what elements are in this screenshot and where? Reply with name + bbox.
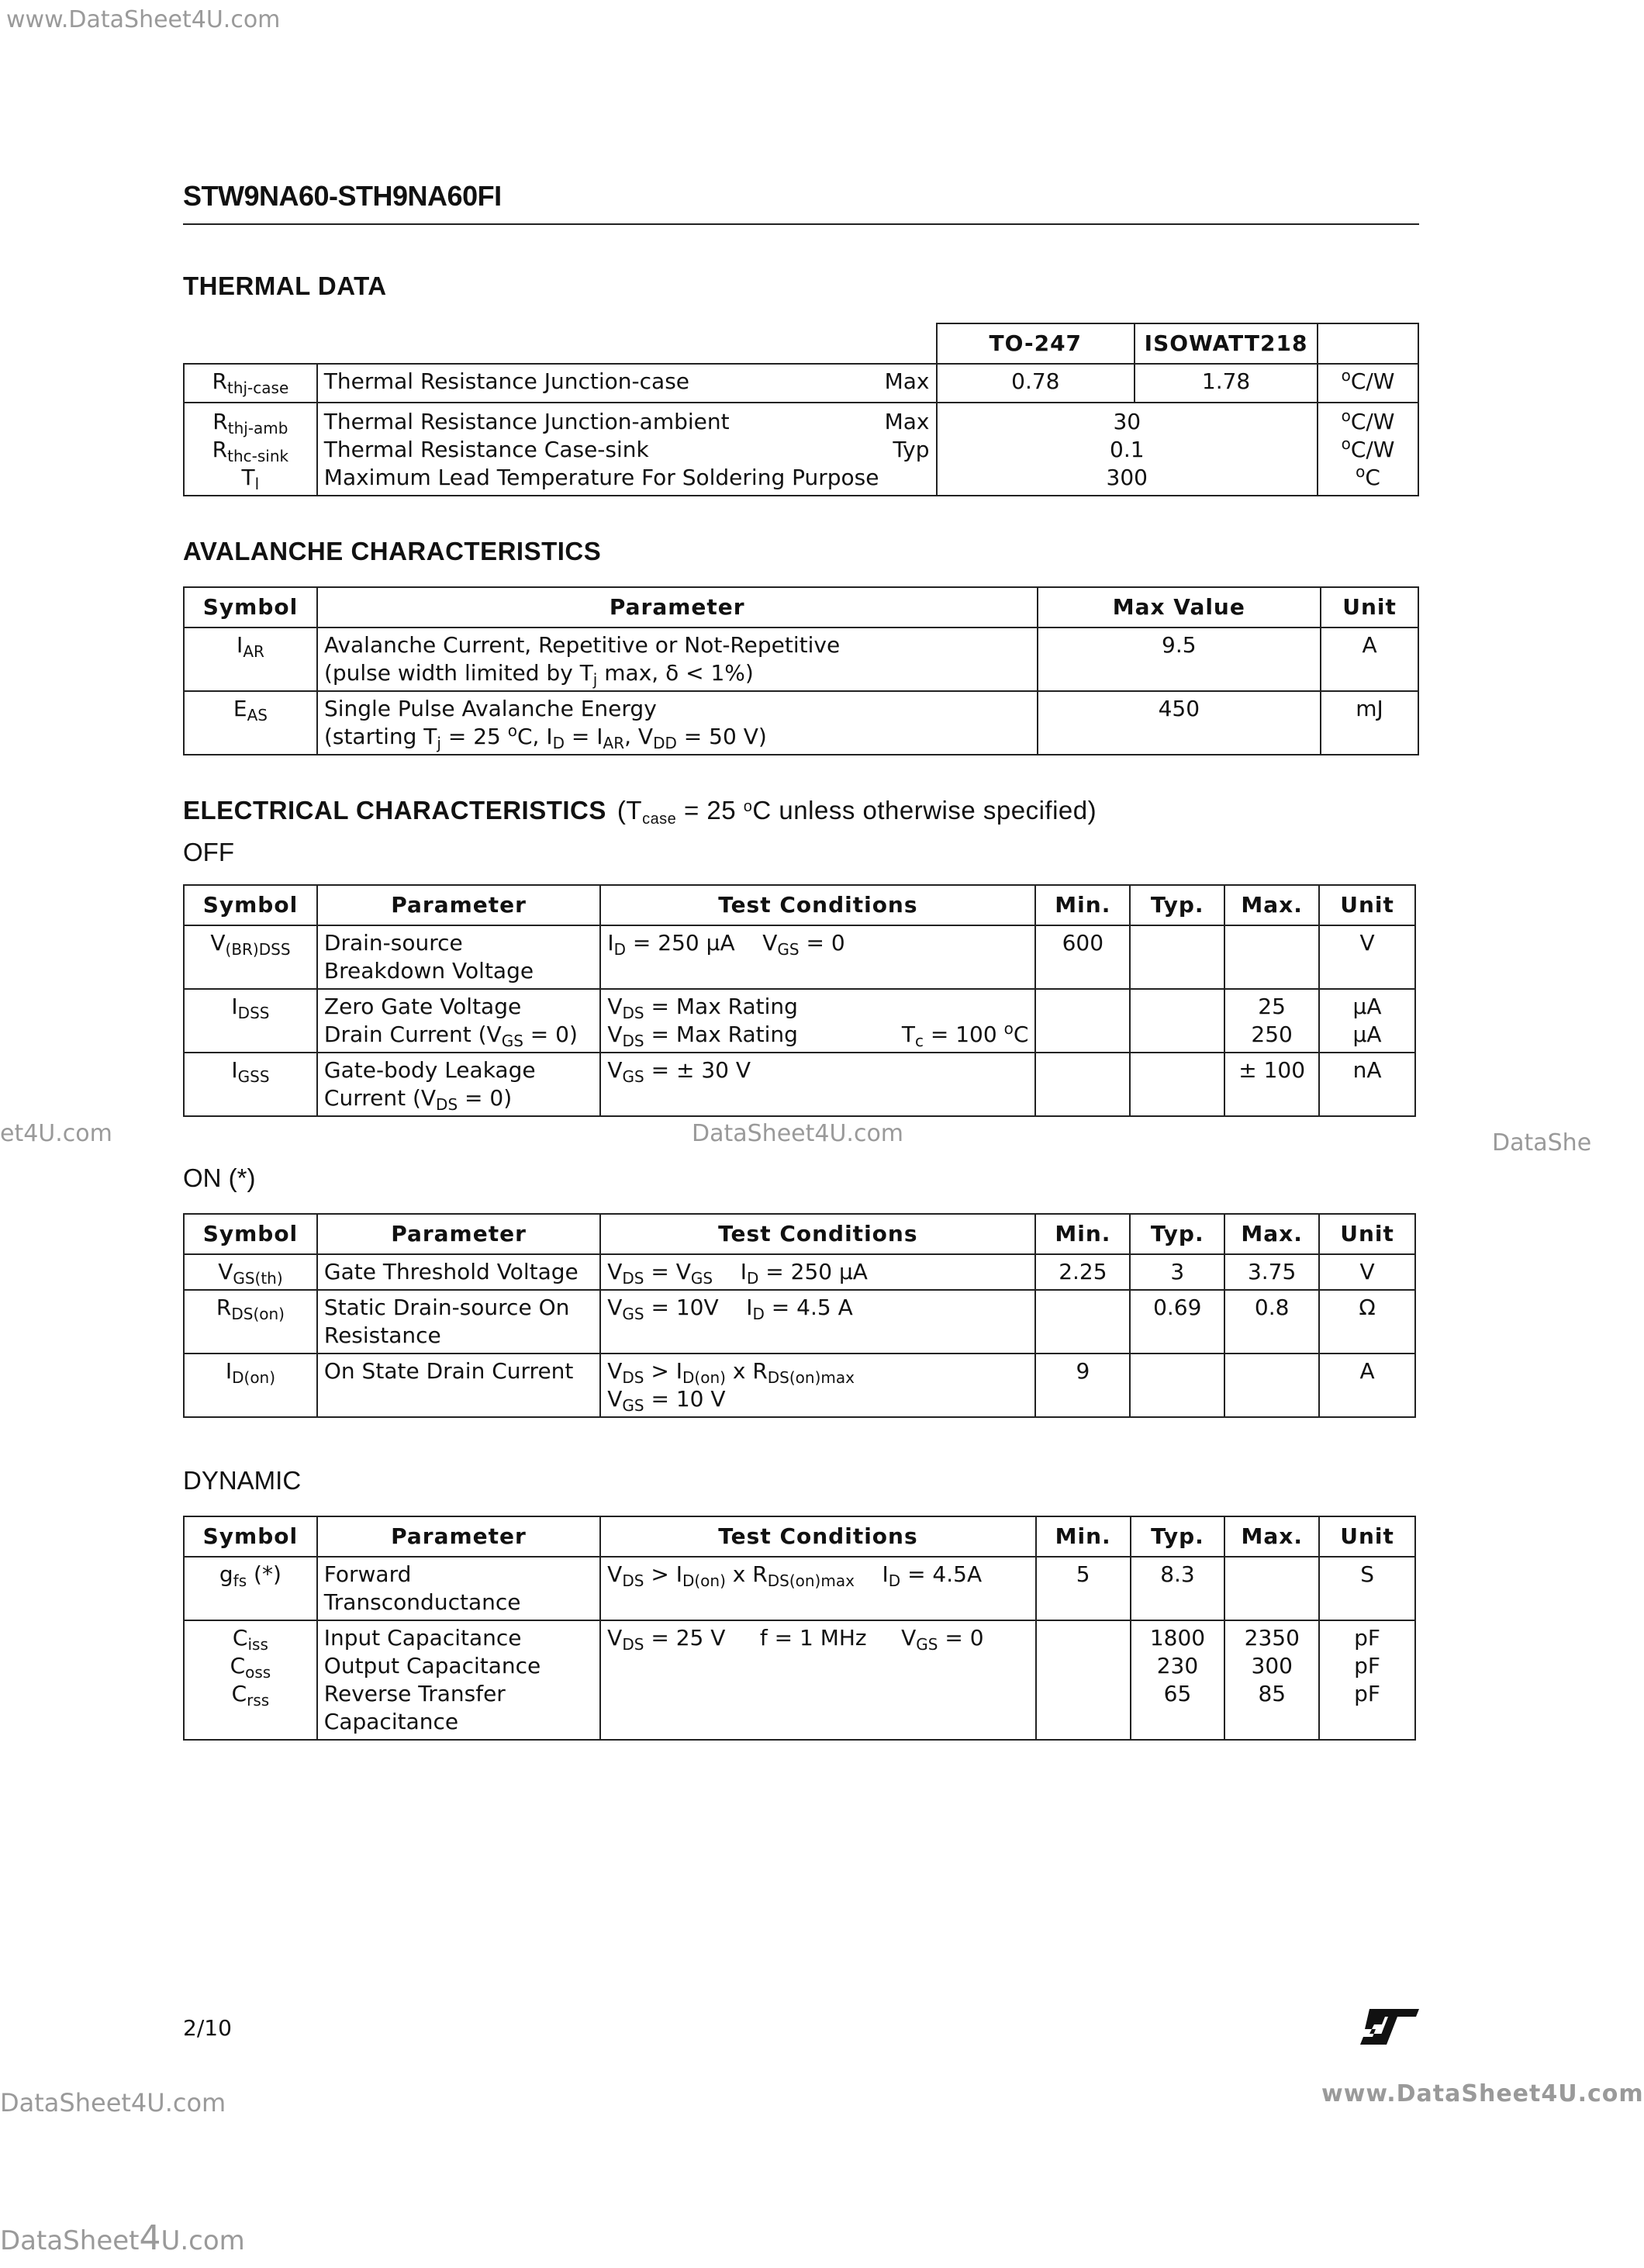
thermal-col-to247: TO-247 [937,323,1135,364]
max-cell [1224,1354,1319,1417]
electrical-condition: ($T_{case} = 25$ $^o$C unless otherwise specified) [616,796,1097,828]
unit-cell: V [1319,925,1415,989]
value-cell: 9.5 [1038,628,1321,691]
min-cell: 9 [1035,1354,1130,1417]
col-symbol: Symbol [184,1516,317,1557]
parameter-cell: On State Drain Current [317,1354,600,1417]
to247-value: 0.78 [937,364,1135,403]
dynamic-table [183,1516,1416,1741]
col-symbol: Symbol [184,1214,317,1254]
typ-cell: 3 [1130,1254,1224,1290]
unit-cell: A [1319,1354,1415,1417]
conditions-cell: $V_{DS} = V_{GS}$ $I_D = 250$ μA [600,1254,1035,1290]
unit-cell: pF pF pF [1319,1620,1415,1740]
col-test-conditions: Test Conditions [600,1214,1035,1254]
symbol-cell: $V_{(BR)DSS}$ [184,925,317,989]
watermark-bottom-right: www.DataSheet4U.com [1321,2080,1644,2107]
col-parameter: Parameter [317,885,600,925]
table-row [184,628,1418,691]
watermark-bottom-left: DataSheet4U.com [0,2088,226,2118]
col-min: Min. [1036,1516,1131,1557]
value-cell: 30 0.1 300 [937,403,1318,496]
parameter-cell: Thermal Resistance Junction-case Max [317,364,937,403]
typ-cell: 0.69 [1130,1290,1224,1354]
off-label: OFF [183,838,234,866]
parameter-cell: Gate-body Leakage Current $(V_{DS} = 0)$ [317,1053,600,1116]
parameter-cell: Drain-source Breakdown Voltage [317,925,600,989]
watermark-top-left: www.DataSheet4U.com [6,6,281,33]
min-cell [1035,1053,1130,1116]
symbol-cell: $R_{thj-amb}$ $R_{thc-sink}$ $T_l$ [184,403,317,496]
max-cell [1224,925,1319,989]
table-row [184,403,1418,496]
table-row [184,1354,1415,1417]
unit-cell: $^o$C/W [1318,364,1418,403]
symbol-cell: $R_{thj-case}$ [184,364,317,403]
col-unit: Unit [1319,1214,1415,1254]
col-test-conditions: Test Conditions [600,1516,1036,1557]
avalanche-heading: AVALANCHE CHARACTERISTICS [183,537,602,565]
table-row [184,925,1415,989]
max-cell: 3.75 [1224,1254,1319,1290]
symbol-cell: $g_{fs}$ (*) [184,1557,317,1620]
parameter-cell: Zero Gate Voltage Drain Current $(V_{GS} = 0)$ [317,989,600,1053]
col-min: Min. [1035,885,1130,925]
table-row [184,364,1418,403]
st-logo-icon [1359,2007,1421,2050]
min-cell [1036,1620,1131,1740]
watermark-footer-4: 4 [139,2218,161,2258]
electrical-heading-text: ELECTRICAL CHARACTERISTICS [183,796,606,825]
watermark-mid-left: et4U.com [0,1120,112,1147]
parameter-cell: Static Drain-source On Resistance [317,1290,600,1354]
table-row [184,989,1415,1053]
col-parameter: Parameter [317,1516,600,1557]
watermark-mid-center: DataSheet4U.com [692,1120,904,1147]
unit-cell: A [1321,628,1418,691]
conditions-cell: $I_D = 250$ μA $V_{GS} = 0$ [600,925,1035,989]
watermark-footer [0,2218,245,2258]
unit-cell: mJ [1321,691,1418,755]
min-cell: 600 [1035,925,1130,989]
avalanche-table [183,586,1419,755]
thermal-col-iso: ISOWATT218 [1135,323,1318,364]
table-row [184,1254,1415,1290]
col-min: Min. [1035,1214,1130,1254]
parameter-cell: Single Pulse Avalanche Energy (starting $T_j = 25$ $^o$C, $I_D = I_{AR}$, $V_{DD} = 50$ V) [317,691,1038,755]
col-parameter: Parameter [317,1214,600,1254]
watermark-footer-b: U.com [161,2225,245,2256]
parameter-cell: Avalanche Current, Repetitive or Not-Repetitive (pulse width limited by $T_j$ max, δ < 1%) [317,628,1038,691]
col-typ: Typ. [1130,885,1224,925]
typ-cell [1130,925,1224,989]
typ-cell [1130,1053,1224,1116]
conditions-cell: $V_{DS}$ = Max Rating $V_{DS}$ = Max Rating $T_c = 100$ $^o$C [600,989,1035,1053]
min-cell: 5 [1036,1557,1131,1620]
iso-value: 1.78 [1135,364,1318,403]
symbol-cell: $C_{iss}$ $C_{oss}$ $C_{rss}$ [184,1620,317,1740]
symbol-cell: $I_{AR}$ [184,628,317,691]
col-unit: Unit [1321,587,1418,628]
parameter-cell: Input Capacitance Output Capacitance Reverse Transfer Capacitance [317,1620,600,1740]
table-row [184,1053,1415,1116]
conditions-cell: $V_{DS} > I_{D(on)}$ x $R_{DS(on)max}$ $I_D = 4.5A$ [600,1557,1036,1620]
col-max-value: Max Value [1038,587,1321,628]
col-symbol: Symbol [184,587,317,628]
symbol-cell: $R_{DS(on)}$ [184,1290,317,1354]
unit-cell: μA μA [1319,989,1415,1053]
dynamic-label: DYNAMIC [183,1466,302,1495]
col-unit: Unit [1319,885,1415,925]
unit-cell: S [1319,1557,1415,1620]
col-symbol: Symbol [184,885,317,925]
conditions-cell: $V_{DS} > I_{D(on)}$ x $R_{DS(on)max}$ $V_{GS} = 10$ V [600,1354,1035,1417]
thermal-heading: THERMAL DATA [183,271,387,300]
value-cell: 450 [1038,691,1321,755]
unit-cell: nA [1319,1053,1415,1116]
conditions-cell: $V_{GS}$ = ± 30 V [600,1053,1035,1116]
col-test-conditions: Test Conditions [600,885,1035,925]
thermal-unit-header [1318,323,1418,364]
watermark-mid-right: DataShe [1492,1129,1592,1156]
conditions-cell: $V_{DS} = 25$ V f = 1 MHz $V_{GS} = 0$ [600,1620,1036,1740]
col-unit: Unit [1319,1516,1415,1557]
max-cell: ± 100 [1224,1053,1319,1116]
typ-cell [1130,989,1224,1053]
symbol-cell: $E_{AS}$ [184,691,317,755]
symbol-cell: $I_{GSS}$ [184,1053,317,1116]
table-row [184,1557,1415,1620]
on-table [183,1213,1416,1418]
min-cell [1035,989,1130,1053]
col-typ: Typ. [1130,1214,1224,1254]
typ-cell [1130,1354,1224,1417]
col-typ: Typ. [1131,1516,1225,1557]
conditions-cell: $V_{GS} = 10V$ $I_D = 4.5$ A [600,1290,1035,1354]
unit-cell: $^o$C/W $^o$C/W $^o$C [1318,403,1418,496]
min-cell [1035,1290,1130,1354]
typ-cell: 8.3 [1131,1557,1225,1620]
symbol-cell: $I_{D(on)}$ [184,1354,317,1417]
max-cell [1224,1557,1319,1620]
watermark-footer-a: DataSheet [0,2225,140,2256]
parameter-cell: Thermal Resistance Junction-ambient Max Thermal Resistance Case-sink Typ Maximum Lead Temperature For Soldering Purpose [317,403,937,496]
symbol-cell: $V_{GS(th)}$ [184,1254,317,1290]
max-cell: 0.8 [1224,1290,1319,1354]
table-row [184,1290,1415,1354]
symbol-cell: $I_{DSS}$ [184,989,317,1053]
page-number: 2/10 [183,2015,232,2041]
min-cell: 2.25 [1035,1254,1130,1290]
on-label: ON (*) [183,1163,256,1192]
unit-cell: V [1319,1254,1415,1290]
col-max: Max. [1224,1214,1319,1254]
col-parameter: Parameter [317,587,1038,628]
thermal-table [183,323,1419,496]
typ-cell: 1800 230 65 [1131,1620,1225,1740]
max-cell: 25 250 [1224,989,1319,1053]
parameter-cell: Forward Transconductance [317,1557,600,1620]
unit-cell: Ω [1319,1290,1415,1354]
header-rule [183,223,1419,225]
thermal-empty-cell [184,323,937,364]
off-table [183,884,1416,1117]
table-row [184,1620,1415,1740]
page-title: STW9NA60-STH9NA60FI [183,180,502,212]
col-max: Max. [1224,885,1319,925]
max-cell: 2350 300 85 [1224,1620,1319,1740]
parameter-cell: Gate Threshold Voltage [317,1254,600,1290]
table-row [184,691,1418,755]
col-max: Max. [1224,1516,1319,1557]
electrical-heading [183,796,1097,828]
